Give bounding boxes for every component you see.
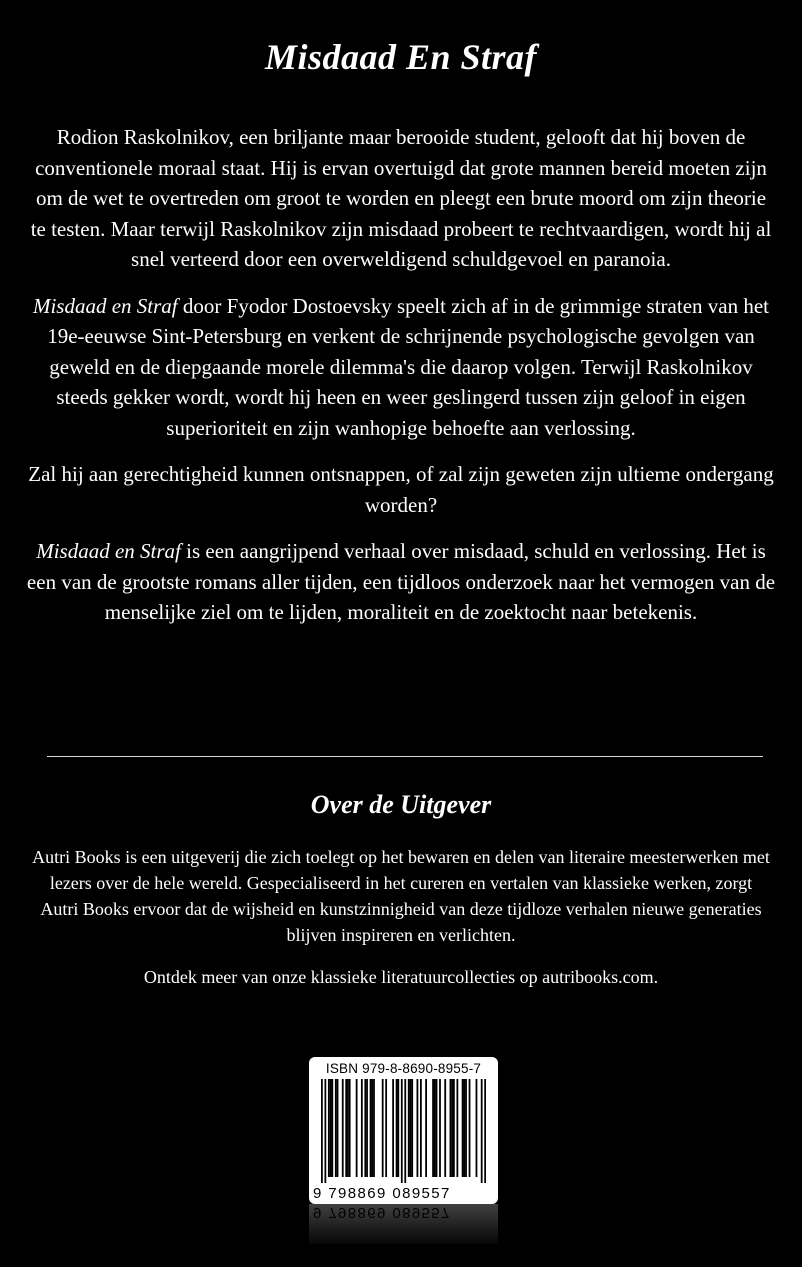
barcode-bar	[425, 1079, 427, 1177]
barcode-bar	[439, 1079, 441, 1177]
barcode-bar	[436, 1079, 438, 1177]
isbn-label: ISBN 979-8-8690-8955-7	[325, 1061, 482, 1076]
barcode-bar	[465, 1079, 467, 1177]
barcode-bar	[335, 1079, 337, 1177]
isbn-barcode	[309, 1057, 498, 1204]
publisher-description: Autri Books is een uitgeverij die zich toelegt op het bewaren en delen van literaire meesterwerken met lezers over de hele wereld. Gespecialiseerd in het cureren en vertalen van klassieke werken, zorgt Autri Books ervoor dat de wijsheid en kunstzinnigheid van deze tijdloze verhalen nieuwe generaties blijven inspireren en verlichten.	[32, 847, 770, 945]
barcode-bar	[476, 1079, 478, 1177]
barcode-bar	[328, 1079, 330, 1177]
reflection-digits: 9 798869 089557	[313, 1204, 451, 1221]
barcode-bar	[469, 1079, 471, 1177]
barcode-bar	[462, 1079, 464, 1177]
barcode-bar	[404, 1079, 406, 1183]
barcode-bar	[361, 1079, 363, 1177]
barcode-bar	[321, 1079, 323, 1183]
barcode-bar	[434, 1079, 436, 1177]
barcode-bar	[481, 1079, 483, 1183]
synopsis-paragraph-4	[26, 536, 776, 628]
barcode-bar	[456, 1079, 458, 1177]
publisher-heading: Over de Uitgever	[310, 790, 492, 819]
barcode-bar	[331, 1079, 333, 1177]
barcode-reflection	[309, 1204, 498, 1244]
book-title: Misdaad En Straf	[264, 37, 538, 77]
barcode-bar	[444, 1079, 446, 1177]
synopsis-paragraph-3: Zal hij aan gerechtigheid kunnen ontsnappen, of zal zijn geweten zijn ultieme ondergang worden?	[28, 462, 774, 517]
synopsis-paragraph-2-text: door Fyodor Dostoevsky speelt zich af in de grimmige straten van het 19e-eeuwse Sint-Petersburg en verkent de schrijnende psychologische gevolgen van geweld en de diepgaande morele dilemma's die daarop volgen. Terwijl Raskolnikov steeds gekker wordt, wordt hij heen en weer geslingerd tussen zijn geloof in eigen superioriteit en zijn wanhopige behoefte aan verlossing.	[47, 293, 770, 440]
barcode-bar	[385, 1079, 387, 1177]
reflection-gradient	[309, 1204, 498, 1244]
barcode-digits: 9 798869 089557	[313, 1185, 451, 1202]
barcode-bar	[392, 1079, 394, 1177]
book-title-inline: Misdaad en Straf	[32, 293, 178, 318]
publisher-info	[30, 844, 772, 1006]
barcode-bar	[410, 1079, 412, 1177]
barcode-bar	[420, 1079, 422, 1177]
barcode-bar	[432, 1079, 434, 1177]
barcode-bar	[337, 1079, 339, 1177]
barcode-bar	[349, 1079, 351, 1177]
barcode-bar	[373, 1079, 375, 1177]
barcode-bar	[396, 1079, 398, 1177]
barcode-bar	[370, 1079, 372, 1177]
barcode-bar	[463, 1079, 465, 1177]
synopsis	[26, 122, 776, 644]
barcode-bar	[408, 1079, 410, 1177]
publisher-website-note: Ontdek meer van onze klassieke literatuurcollecties op autribooks.com.	[143, 967, 659, 987]
barcode-bar	[484, 1079, 486, 1183]
barcode-bar	[450, 1079, 452, 1177]
barcode-bar	[356, 1079, 358, 1177]
barcode-bar	[417, 1079, 419, 1177]
barcode-bar	[324, 1079, 326, 1183]
book-title-inline: Misdaad en Straf	[36, 539, 181, 563]
barcode-bars	[321, 1079, 486, 1183]
barcode-bar	[382, 1079, 384, 1177]
barcode-bar	[451, 1079, 453, 1177]
synopsis-paragraph-1: Rodion Raskolnikov, een briljante maar berooide student, gelooft dat hij boven de conventionele moraal staat. Hij is ervan overtuigd dat grote mannen bereid moeten zijn om de wet te overtreden om groot te worden en pleegt een brute moord om zijn theorie te testen. Maar terwijl Raskolnikov zijn misdaad probeert te rechtvaardigen, wordt hij al snel verteerd door een overweldigend schuldgevoel en paranoia.	[30, 125, 772, 271]
barcode-bar	[366, 1079, 368, 1177]
barcode-bar	[364, 1079, 366, 1177]
barcode-bar	[347, 1079, 349, 1177]
barcode-bar	[453, 1079, 455, 1177]
section-divider	[47, 756, 763, 757]
barcode-bar	[345, 1079, 347, 1177]
barcode-bar	[342, 1079, 344, 1177]
barcode-bar	[401, 1079, 403, 1183]
synopsis-paragraph-2	[26, 291, 776, 444]
barcode-bar	[330, 1079, 332, 1177]
barcode-bar	[397, 1079, 399, 1177]
barcode-bar	[371, 1079, 373, 1177]
synopsis-paragraph-4-text: is een aangrijpend verhaal over misdaad, schuld en verlossing. Het is een van de grootste romans aller tijden, een tijdloos onderzoek naar het vermogen van de menselijke ziel om te lijden, moraliteit en de zoektocht naar betekenis.	[26, 539, 776, 624]
barcode-bar	[411, 1079, 413, 1177]
